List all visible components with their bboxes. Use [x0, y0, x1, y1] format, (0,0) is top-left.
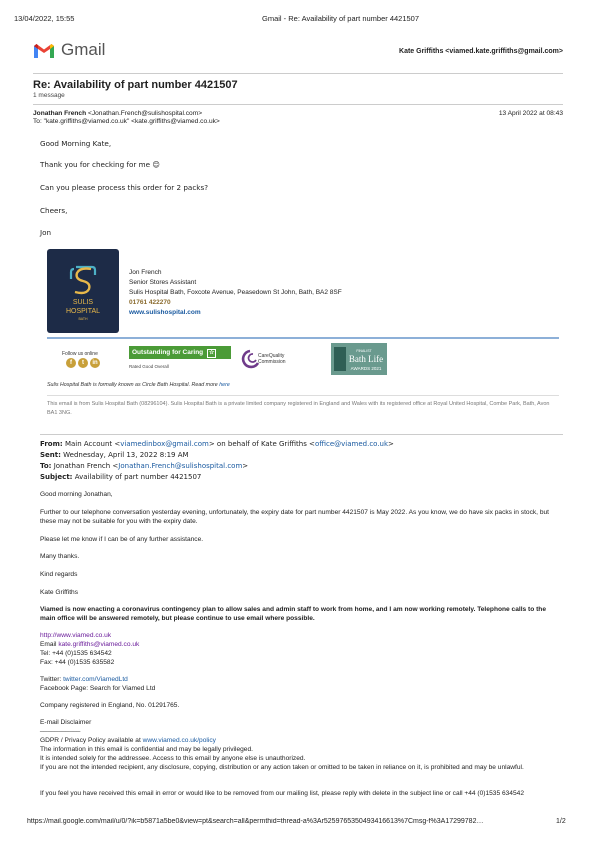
reply-regards: Kind regards [40, 571, 78, 578]
page-number: 1/2 [556, 818, 566, 825]
sig-phone[interactable]: 01761 422270 [129, 299, 171, 306]
fwd-to-value: Jonathan French < [53, 462, 119, 470]
disclaimer-line: It is intended solely for the addressee. Access to this email by anyone else is unauthorized. [40, 755, 306, 762]
sig-role: Senior Stores Assistant [129, 279, 197, 286]
note-text: Sulis Hospital Bath is formally known as Circle Bath Hospital. Read more [47, 382, 218, 388]
fwd-from-end: > [388, 440, 394, 448]
star-icon: ☆ [208, 350, 215, 356]
fwd-subject-value: Availability of part number 4421507 [74, 473, 202, 481]
message-count: 1 message [33, 92, 65, 99]
fwd-from-email[interactable]: viamedinbox@gmail.com [120, 440, 209, 448]
body-line: Thank you for checking for me 😊 [40, 160, 160, 169]
company-registration: Company registered in England, No. 01291765. [40, 702, 180, 709]
fwd-to-end: > [242, 462, 249, 470]
care-quality-commission-logo [240, 345, 300, 373]
message-date: 13 April 2022 at 08:43 [498, 110, 563, 117]
sender-email[interactable]: <Jonathan.French@sulishospital.com> [87, 110, 203, 117]
gdpr-link[interactable]: www.viamed.co.uk/policy [142, 737, 216, 744]
header-divider [33, 73, 563, 74]
disclaimer-line: If you feel you have received this email in error or would like to be removed from our mailing list, please reply with delete in the subject line or call +44 (0)1535 634542 [40, 790, 524, 797]
signature-divider [47, 337, 559, 339]
fwd-from-value: Main Account < [64, 440, 121, 448]
print-datetime: 13/04/2022, 15:55 [14, 14, 75, 23]
fwd-subject [40, 472, 201, 482]
cqc-logo-line2: Commission [258, 359, 286, 365]
body-line: Jon [40, 228, 52, 237]
reply-para1: Further to our telephone conversation yesterday evening, unfortunately, the expiry date for part number 4421507 is May 2022. As you know, we do have six packs in stock, but these may not be suitable for you with the expiry date. [40, 509, 549, 525]
bath-life-awards-logo [331, 343, 387, 375]
cqc-rated-text: Rated Good Overall [129, 364, 169, 369]
gmail-logo[interactable] [33, 40, 105, 60]
facebook-icon[interactable]: f [66, 358, 76, 368]
facebook-line: Facebook Page: Search for Viamed Ltd [40, 685, 156, 692]
tel-line: Tel: +44 (0)1535 634542 [40, 650, 112, 657]
note-here-link[interactable]: here [219, 382, 230, 388]
gmail-m-icon [33, 42, 55, 59]
fax-line: Fax: +44 (0)1535 635582 [40, 659, 115, 666]
fwd-to-label: To: [40, 462, 52, 470]
fwd-sent [40, 450, 189, 460]
logo-line-2: HOSPITAL [65, 308, 101, 315]
body-line: Good Morning Kate, [40, 139, 112, 148]
email-link[interactable]: kate.griffiths@viamed.co.uk [58, 641, 140, 648]
disclaimer-title: E-mail Disclaimer [40, 719, 92, 726]
print-footer-url: https://mail.google.com/mail/u/0/?ik=b5871a5be0&view=pt&search=all&permthid=thread-a%3Ar5259765350493416613%7Cmsg-f%3A17299782… [27, 818, 484, 825]
subject-divider [33, 104, 563, 105]
former-name-note [47, 382, 230, 388]
body-line: Cheers, [40, 206, 68, 215]
twitter-label: Twitter: [40, 676, 62, 683]
bathlife-title: Bath Life [348, 354, 384, 364]
signature-details [129, 268, 342, 318]
twitter-link[interactable]: twitter.com/ViamedLtd [63, 676, 128, 683]
bathlife-finalist: FINALIST [356, 349, 372, 353]
follow-us-label: Follow us online [62, 351, 98, 357]
logo-line-3: BATH [78, 317, 88, 321]
thread-subject: Re: Availability of part number 4421507 [33, 79, 238, 91]
message-from [33, 110, 202, 117]
disclaimer-divider [47, 395, 559, 396]
linkedin-icon[interactable]: in [90, 358, 100, 368]
fwd-from-label: From: [40, 440, 63, 448]
sulis-disclaimer: This email is from Sulis Hospital Bath (08296104). Sulis Hospital Bath is a private limited company registered in England and Wales with its registered office at Royal United Hospital, Combe Park, Bath, Avon BA1 3NG. [47, 401, 550, 416]
message-to: To: "kate.griffiths@viamed.co.uk" <kate.griffiths@viamed.co.uk> [33, 118, 220, 125]
gdpr-line [40, 736, 560, 745]
email-label: Email [40, 641, 57, 648]
fwd-subject-label: Subject: [40, 473, 73, 481]
sender-name: Jonathan French [33, 110, 87, 117]
sig-address: Sulis Hospital Bath, Foxcote Avenue, Peasedown St John, Bath, BA2 8SF [129, 289, 342, 296]
forward-separator [40, 434, 563, 435]
disclaimer-line: If you are not the intended recipient, any disclosure, copying, distribution or any action taken or omitted to be taken in reliance on it, is prohibited and may be unlawful. [40, 764, 524, 771]
logo-line-1: SULIS [72, 299, 94, 306]
reply-thanks: Many thanks. [40, 553, 80, 560]
print-title: Gmail - Re: Availability of part number 4421507 [262, 14, 420, 23]
gmail-wordmark: Gmail [61, 40, 106, 59]
email-line [40, 640, 560, 649]
cqc-badge-text: Outstanding for Caring [132, 349, 204, 356]
reply-greeting: Good morning Jonathan, [40, 491, 113, 498]
fwd-from-mid: > on behalf of Kate Griffiths < [208, 440, 315, 448]
sulis-s-icon [47, 249, 119, 333]
disclaimer-rule: ___________ [40, 725, 81, 732]
fwd-from [40, 439, 394, 449]
body-line: Can you please process this order for 2 packs? [40, 183, 209, 192]
sig-name: Jon French [129, 269, 162, 276]
bathlife-year: AWARDS 2021 [350, 366, 382, 371]
gdpr-label: GDPR / Privacy Policy available at [40, 737, 141, 744]
twitter-icon[interactable]: t [78, 358, 88, 368]
fwd-sent-value: Wednesday, April 13, 2022 8:19 AM [63, 451, 189, 459]
reply-name: Kate Griffiths [40, 589, 78, 596]
covid-notice: Viamed is now enacting a coronavirus contingency plan to allow sales and admin staff to work from home, and I am now working remotely. Telephone calls to the main office will be answered remotely, but please continue to use email where possible. [40, 606, 546, 622]
cqc-logo-line1: CareQuality [258, 353, 285, 359]
disclaimer-line: The information in this email is confidential and may be legally privileged. [40, 746, 253, 753]
fwd-from-email2[interactable]: office@viamed.co.uk [314, 440, 389, 448]
reply-para2: Please let me know if I can be of any further assistance. [40, 536, 204, 543]
fwd-sent-label: Sent: [40, 451, 61, 459]
account-label: Kate Griffiths <viamed.kate.griffiths@gmail.com> [399, 48, 563, 55]
sulis-hospital-logo [47, 249, 119, 333]
twitter-line [40, 675, 560, 684]
fwd-to-email[interactable]: Jonathan.French@sulishospital.com [118, 462, 243, 470]
sig-website[interactable]: www.sulishospital.com [129, 309, 201, 316]
fwd-to [40, 461, 248, 471]
viamed-website-link[interactable]: http://www.viamed.co.uk [40, 632, 112, 639]
cqc-outstanding-badge [129, 346, 231, 359]
